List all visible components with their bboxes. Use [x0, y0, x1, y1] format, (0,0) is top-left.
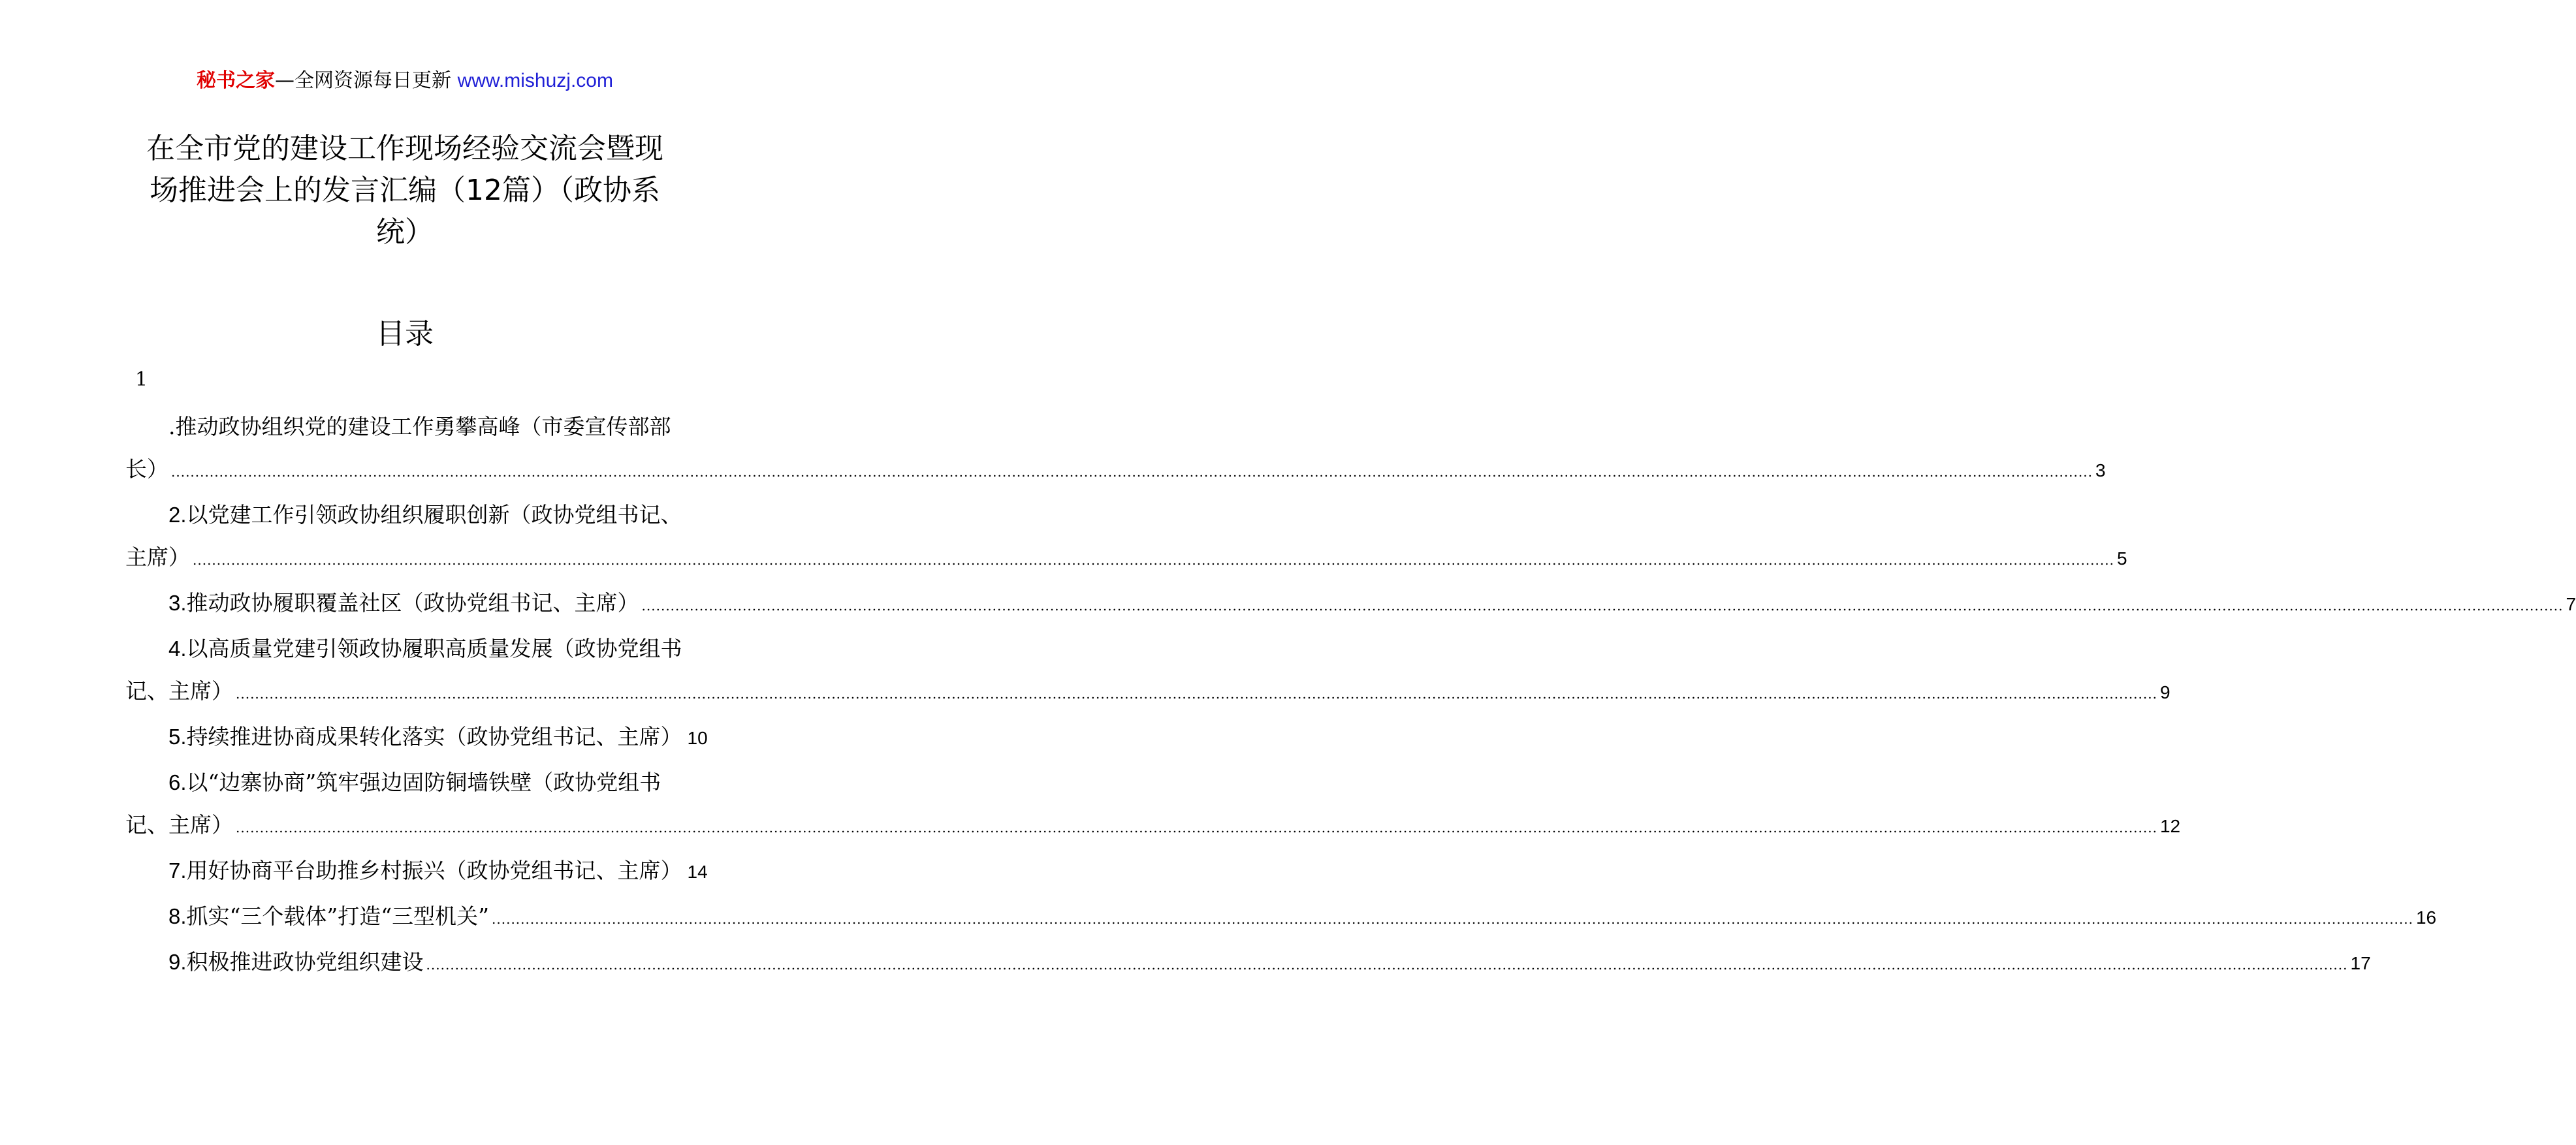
- toc-entry-title-continued: 记、主席）: [125, 678, 233, 704]
- toc-entry-title: .推动政协组织党的建设工作勇攀高峰（市委宣传部部: [168, 414, 671, 439]
- toc-entry-title: 以党建工作引领政协组织履职创新（政协党组书记、: [186, 502, 682, 527]
- toc-entry-number: 5.: [168, 725, 187, 749]
- toc-entry-number: 7.: [168, 858, 187, 883]
- brand-name: 秘书之家: [197, 69, 276, 92]
- toc-page-number: 5: [2116, 548, 2127, 569]
- toc-entry-title: 用好协商平台助推乡村振兴（政协党组书记、主席）: [186, 858, 682, 883]
- toc-entry[interactable]: [125, 582, 2576, 627]
- title-line: 统）: [376, 215, 434, 249]
- toc-page-number: 12: [2159, 816, 2181, 836]
- dot-leader: ................................................................................................................................................................................................................................................................................................................................................................................................................: [236, 686, 2157, 702]
- toc-entry[interactable]: [125, 494, 2127, 582]
- header-url-link[interactable]: www.mishuzj.com: [457, 70, 613, 91]
- site-header: [0, 65, 810, 97]
- toc-page-number: 14: [687, 862, 708, 882]
- dot-leader: ................................................................................................................................................................................................................................................................................................................................................................................................................: [426, 957, 2348, 973]
- toc-entry-number: 4.: [168, 636, 187, 661]
- toc-entry-number: 3.: [168, 591, 187, 615]
- toc-entry-number: 6.: [168, 770, 187, 794]
- toc-heading: 目录: [376, 317, 434, 351]
- toc-entry[interactable]: [125, 627, 2171, 715]
- toc-entry-number: 9.: [168, 950, 187, 974]
- toc-entry-title: 以“边寨协商”筑牢强边固防铜墙铁壁（政协党组书: [186, 770, 661, 795]
- toc-page-number: 9: [2159, 682, 2171, 702]
- toc-entry-title-continued: 记、主席）: [125, 812, 233, 838]
- toc-entry[interactable]: [125, 941, 2371, 986]
- section-number: 1: [135, 368, 148, 391]
- dot-leader: ................................................................................................................................................................................................................................................................................................................................................................................................................: [171, 464, 2093, 480]
- toc-entry-title: 持续推进协商成果转化落实（政协党组书记、主席）: [186, 724, 682, 749]
- toc-entry-title: 以高质量党建引领政协履职高质量发展（政协党组书: [186, 636, 682, 661]
- toc-page-number: 3: [2095, 460, 2106, 480]
- toc-entry-title: 积极推进政协党组织建设: [186, 949, 424, 975]
- title-line: 在全市党的建设工作现场经验交流会暨现: [146, 132, 663, 165]
- toc-entry[interactable]: [125, 849, 708, 895]
- toc-entry-title: 推动政协履职覆盖社区（政协党组书记、主席）: [186, 590, 639, 616]
- dot-leader: ................................................................................................................................................................................................................................................................................................................................................................................................................: [641, 598, 2564, 614]
- table-of-contents: [125, 405, 2576, 986]
- toc-entry[interactable]: [125, 895, 2437, 941]
- header-slogan: —全网资源每日更新: [275, 69, 458, 92]
- toc-page-number: 17: [2350, 953, 2371, 973]
- dot-leader: ................................................................................................................................................................................................................................................................................................................................................................................................................: [236, 820, 2157, 836]
- dot-leader: ................................................................................................................................................................................................................................................................................................................................................................................................................: [193, 552, 2114, 568]
- dot-leader: ................................................................................................................................................................................................................................................................................................................................................................................................................: [492, 911, 2413, 927]
- toc-entry-title: 抓实“三个载体”打造“三型机关”: [186, 903, 490, 929]
- document-title: [118, 128, 692, 253]
- toc-entry[interactable]: [125, 761, 2181, 849]
- toc-entry-number: 8.: [168, 904, 187, 928]
- toc-entry-number: 2.: [168, 503, 187, 527]
- title-line: 场推进会上的发言汇编（12篇）（政协系: [150, 174, 660, 207]
- toc-entry-title-continued: 长）: [125, 456, 168, 482]
- toc-page-number: 10: [687, 728, 708, 748]
- toc-page-number: 16: [2415, 907, 2437, 928]
- toc-entry-title-continued: 主席）: [125, 544, 190, 570]
- toc-entry[interactable]: [125, 405, 2106, 494]
- toc-entry[interactable]: [125, 715, 708, 761]
- toc-page-number: 7: [2566, 594, 2576, 614]
